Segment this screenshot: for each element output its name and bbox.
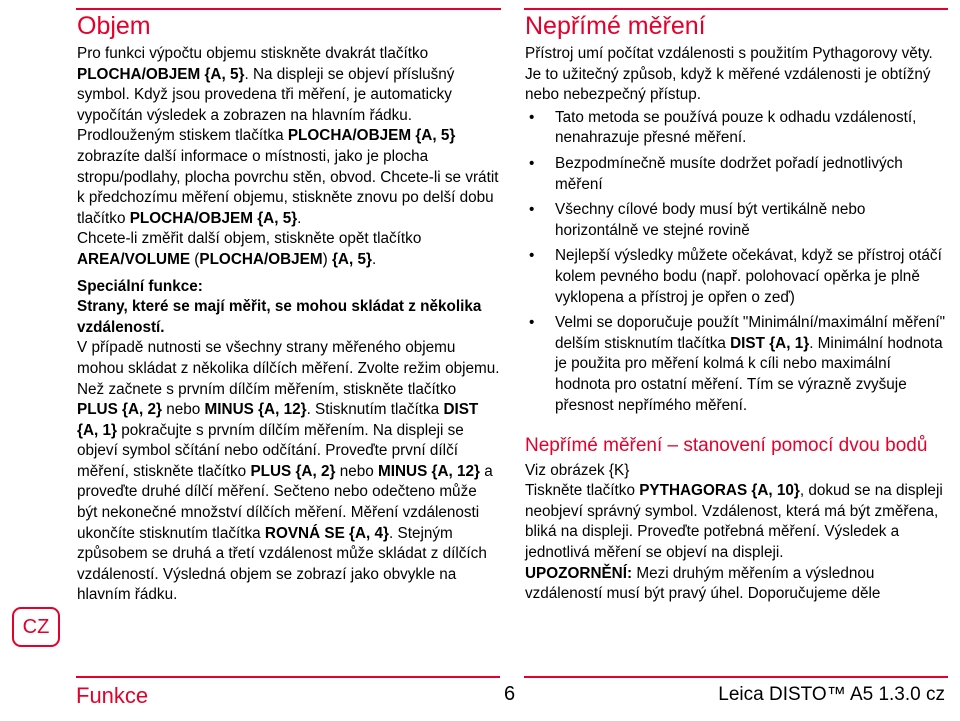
right-top-rule — [524, 8, 948, 10]
bold-text-run: PLOCHA/OBJEM — [199, 250, 323, 268]
text-run: V případě nutnosti se všechny strany měřeného objemu mohou skládat z několika dílčích měření. Zvolte režim objemu. Než začnete s prvním dílčím měřením, stiskněte tlačítko — [77, 339, 500, 398]
paragraph-pythagoras — [525, 481, 949, 563]
text-run: . Stejným způsobem se druhá a třetí vzdálenost může skládat z dílčích vzdáleností. Výsledná objem se zobrazí jako obvykle na hlavním řádku. — [77, 524, 487, 604]
text-run: a proveďte druhé dílčí měření. Sečteno nebo odečteno může být nekonečné množství dílčích měření. Měření vzdálenosti ukončíte stisknutím tlačítka — [77, 462, 493, 542]
bold-text-run: {A, 5} — [331, 250, 372, 268]
text-run: . — [371, 250, 377, 268]
text-run: . Stisknutím tlačítka — [306, 401, 444, 419]
bold-text-run: DIST {A, 1} — [77, 401, 479, 439]
left-column — [77, 12, 501, 606]
text-run: ( — [190, 250, 200, 268]
indirect-notes-list — [525, 108, 949, 416]
text-run: Nejlepší výsledky můžete očekávat, když se přístroj otáčí kolem pevného bodu (např. polohovací opěrka je plně vyklopena a přístroj je opřen o zeď) — [555, 247, 942, 306]
special-functions-subtitle: Strany, které se mají měřit, se mohou skládat z několika vzdáleností. — [77, 298, 482, 336]
section-heading-two-points: Nepřímé měření – stanovení pomocí dvou bodů — [525, 435, 928, 457]
text-run: pokračujte s prvním dílčím měřením. Na displeji se objeví symbol sčítání nebo odčítání. Proveďte první dílčí měření, stiskněte tlačítko — [77, 421, 464, 480]
bold-text-run: PLOCHA/OBJEM {A, 5} — [287, 127, 456, 145]
bold-text-run: PLUS {A, 2} — [250, 462, 336, 480]
list-item — [525, 313, 949, 416]
bold-text-run: PYTHAGORAS {A, 10} — [639, 482, 800, 500]
list-item — [525, 108, 949, 149]
bold-text-run: MINUS {A, 12} — [377, 462, 480, 480]
list-item — [525, 200, 949, 241]
list-item — [525, 154, 949, 195]
footer-right-rule — [524, 676, 948, 678]
list-item — [525, 246, 949, 308]
text-run: Chcete-li změřit další objem, stiskněte opět tlačítko — [77, 230, 422, 248]
section-heading-indirect: Nepřímé měření — [525, 12, 706, 40]
warning-paragraph — [525, 564, 949, 605]
paragraph-volume-intro — [77, 44, 501, 229]
right-column — [525, 12, 949, 605]
warning-text: Mezi druhým měřením a výslednou vzdáleností musí být pravý úhel. Doporučujeme děle — [525, 564, 881, 603]
section-heading-objem: Objem — [77, 12, 151, 40]
text-run: ) — [322, 250, 332, 268]
bold-text-run: MINUS {A, 12} — [204, 401, 307, 419]
text-run: , dokud se na displeji neobjeví správný symbol. Vzdálenost, která má být změřena, bliká na displeji. Proveďte potřebná měření. Výsledek a jednotlivá měření se objeví na displeji. — [525, 482, 943, 561]
text-run: . Na displeji se objeví příslušný symbol. Když jsou provedena tři měření, je automaticky vypočítán výsledek a zobrazen na hlavním řádku. Prodlouženým stiskem tlačítka — [77, 65, 455, 145]
bold-text-run: ROVNÁ SE {A, 4} — [264, 524, 389, 542]
paragraph-next-volume — [77, 229, 501, 270]
bold-text-run: DIST {A, 1} — [730, 334, 810, 352]
warning-label: UPOZORNĚNÍ: — [525, 564, 633, 582]
bold-text-run: PLUS {A, 2} — [77, 401, 163, 419]
paragraph-indirect-intro: Přístroj umí počítat vzdálenosti s použitím Pythagorovy věty. Je to užitečný způsob, když k měřené vzdálenosti je obtížný nebo nebezpečný přístup. — [525, 45, 933, 104]
text-run: zobrazíte další informace o místnosti, jako je plocha stropu/podlahy, plocha povrchu stěn, obvod. Chcete-li se vrátit k předchozímu měření objemu, stiskněte znovu po delší dobu tlačítko — [77, 147, 499, 227]
text-run: Pro funkci výpočtu objemu stiskněte dvakrát tlačítko — [77, 45, 429, 62]
footer-left-rule — [76, 676, 500, 678]
footer-page-number: 6 — [504, 683, 516, 705]
text-run: Tiskněte tlačítko — [525, 482, 640, 500]
text-run: nebo — [335, 462, 378, 480]
footer-product-name: Leica DISTO™ A5 1.3.0 cz — [718, 684, 945, 705]
text-run: . Minimální hodnota je použita pro měření kolmá k cíli nebo maximální hodnota pro ostatní měření. Tím se výrazně zvyšuje přesnost nepřímého měření. — [555, 334, 943, 414]
bold-text-run: AREA/VOLUME — [77, 250, 191, 268]
special-functions-title: Speciální funkce: — [77, 277, 203, 295]
figure-reference: Viz obrázek {K} — [525, 461, 630, 479]
paragraph-partial-measurements — [77, 338, 501, 606]
text-run: Tato metoda se používá pouze k odhadu vzdáleností, nenahrazuje přesné měření. — [555, 108, 917, 147]
bold-text-run: PLOCHA/OBJEM {A, 5} — [129, 209, 298, 227]
language-tab: CZ — [12, 607, 60, 647]
bold-text-run: PLOCHA/OBJEM {A, 5} — [77, 65, 245, 83]
text-run: Všechny cílové body musí být vertikálně nebo horizontálně ve stejné rovině — [555, 201, 866, 239]
footer-section-name: Funkce — [76, 683, 149, 708]
text-run: . — [297, 209, 302, 227]
text-run: Velmi se doporučuje použít "Minimální/maximální měření" delším stisknutím tlačítka — [555, 314, 946, 352]
text-run: Bezpodmínečně musíte dodržet pořadí jednotlivých měření — [555, 154, 903, 193]
text-run: nebo — [162, 401, 205, 419]
left-top-rule — [76, 8, 501, 10]
